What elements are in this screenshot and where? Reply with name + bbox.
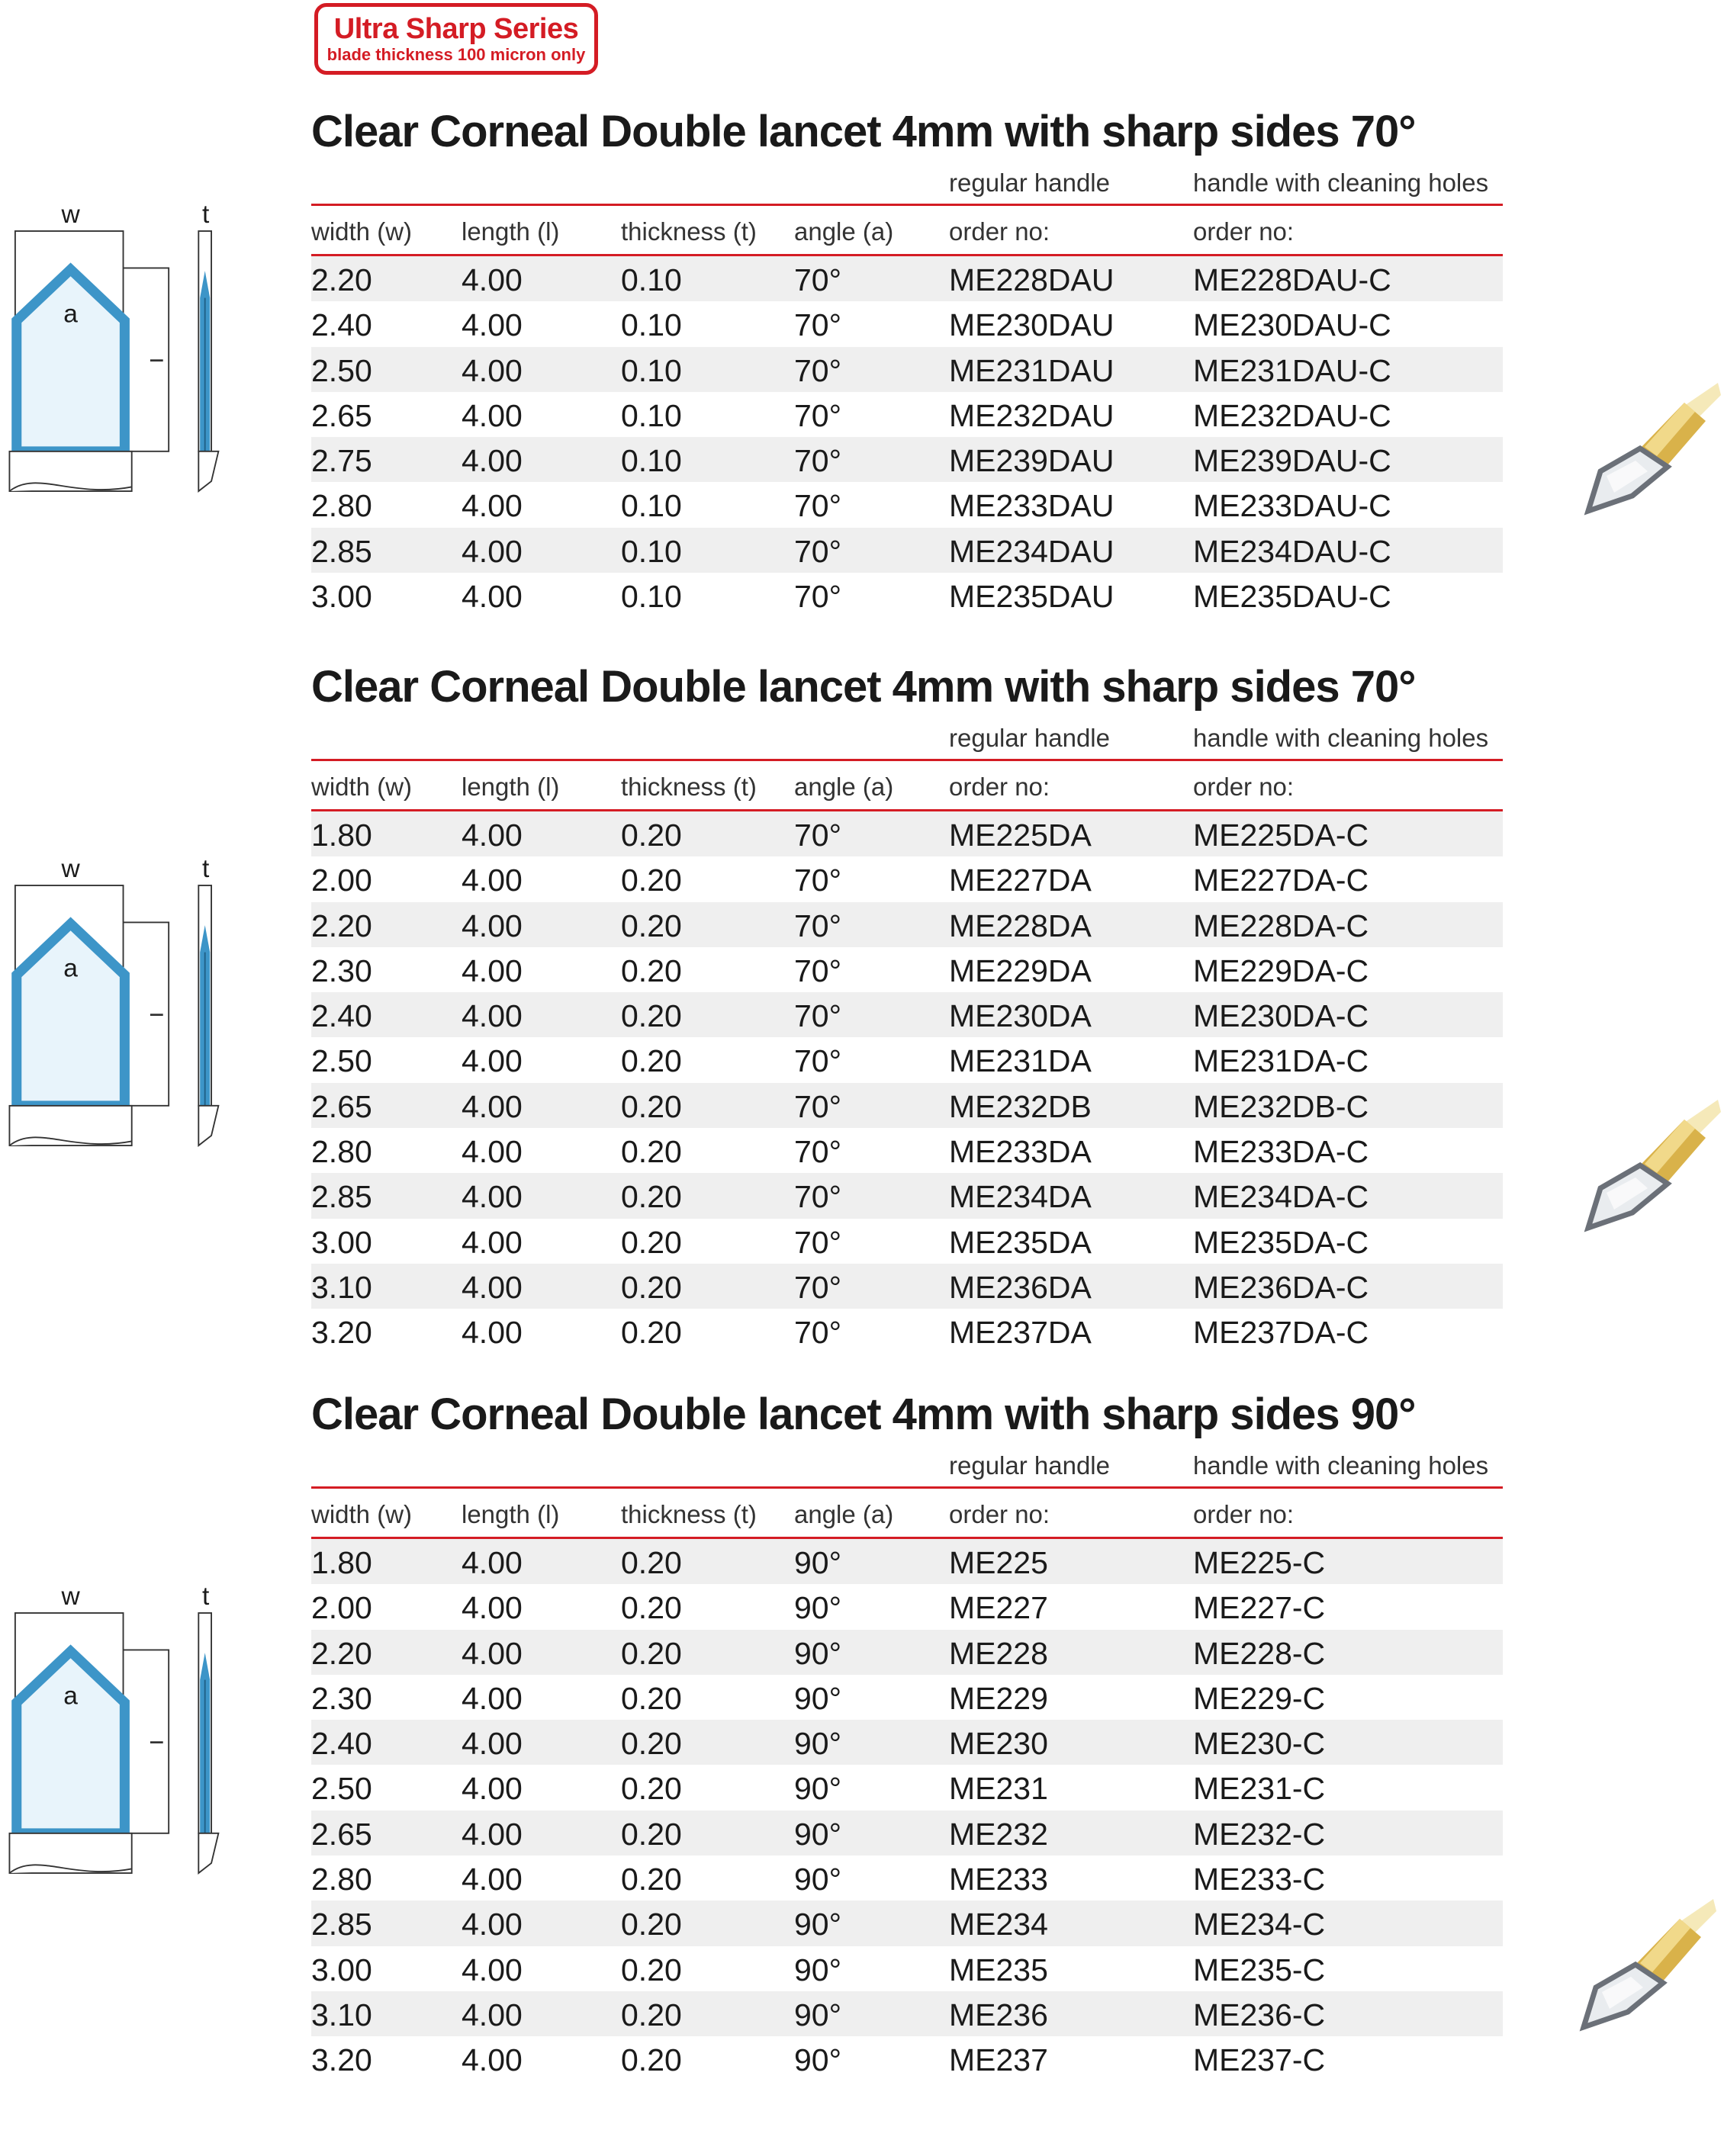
cell-order-cleaning: ME227DA-C <box>1193 863 1369 898</box>
cell-thickness: 0.20 <box>621 1726 682 1762</box>
cell-order-cleaning: ME236DA-C <box>1193 1269 1369 1305</box>
cell-order-regular: ME234 <box>949 1907 1048 1942</box>
cell-order-cleaning: ME231DA-C <box>1193 1043 1369 1079</box>
cell-order-cleaning: ME228DA-C <box>1193 908 1369 943</box>
cell-angle: 70° <box>794 1315 842 1351</box>
section-title: Clear Corneal Double lancet 4mm with sharp sides 70° <box>311 107 1416 156</box>
cell-order-cleaning: ME225-C <box>1193 1545 1326 1580</box>
table-body <box>311 256 1503 618</box>
cell-order-cleaning: ME232DAU-C <box>1193 397 1391 433</box>
cell-order-cleaning: ME229-C <box>1193 1680 1326 1716</box>
cell-length: 4.00 <box>462 443 523 479</box>
cell-angle: 90° <box>794 1907 842 1942</box>
cell-angle: 70° <box>794 863 842 898</box>
cleaning-handle-label: handle with cleaning holes <box>1193 1451 1489 1480</box>
table-row <box>311 392 1503 437</box>
cell-order-cleaning: ME236-C <box>1193 1997 1326 2032</box>
table-row <box>311 1173 1503 1218</box>
cell-angle: 90° <box>794 2042 842 2078</box>
cell-thickness: 0.10 <box>621 533 682 569</box>
lancet-image-3 <box>1579 1897 1716 2035</box>
cell-order-regular: ME237DA <box>949 1315 1092 1351</box>
table-row <box>311 573 1503 618</box>
cell-angle: 70° <box>794 998 842 1034</box>
section-title: Clear Corneal Double lancet 4mm with sharp sides 90° <box>311 1390 1416 1439</box>
cell-order-cleaning: ME235DA-C <box>1193 1224 1369 1260</box>
cell-angle: 90° <box>794 1680 842 1716</box>
cell-order-regular: ME231DA <box>949 1043 1092 1079</box>
table-row <box>311 437 1503 482</box>
cell-order-regular: ME233 <box>949 1862 1048 1897</box>
cell-width: 1.80 <box>311 818 372 853</box>
table-body <box>311 811 1503 1354</box>
cell-order-cleaning: ME235DAU-C <box>1193 579 1391 615</box>
cell-order-regular: ME231 <box>949 1771 1048 1807</box>
table-row <box>311 482 1503 527</box>
cell-width: 2.40 <box>311 998 372 1034</box>
cell-length: 4.00 <box>462 262 523 297</box>
cell-width: 2.30 <box>311 1680 372 1716</box>
cell-length: 4.00 <box>462 1179 523 1215</box>
cell-length: 4.00 <box>462 1043 523 1079</box>
cell-order-cleaning: ME233DA-C <box>1193 1134 1369 1170</box>
table-row <box>311 1811 1503 1856</box>
cell-order-cleaning: ME237-C <box>1193 2042 1326 2078</box>
cell-order-cleaning: ME225DA-C <box>1193 818 1369 853</box>
cell-thickness: 0.20 <box>621 818 682 853</box>
cell-angle: 70° <box>794 1269 842 1305</box>
table-row <box>311 1219 1503 1264</box>
cell-length: 4.00 <box>462 863 523 898</box>
header-order-cleaning: order no: <box>1193 773 1295 801</box>
cell-angle: 70° <box>794 1043 842 1079</box>
cell-angle: 70° <box>794 953 842 988</box>
cell-length: 4.00 <box>462 818 523 853</box>
table-row <box>311 2036 1503 2081</box>
cleaning-handle-label: handle with cleaning holes <box>1193 169 1489 197</box>
cell-order-regular: ME232DB <box>949 1088 1092 1124</box>
cell-angle: 90° <box>794 1771 842 1807</box>
regular-handle-label: regular handle <box>949 169 1110 197</box>
badge-subtitle: blade thickness 100 micron only <box>326 45 586 64</box>
handle-type-header <box>311 157 1503 206</box>
header-thickness: thickness (t) <box>621 1500 757 1528</box>
cell-length: 4.00 <box>462 1269 523 1305</box>
cell-thickness: 0.20 <box>621 1771 682 1807</box>
table-row <box>311 992 1503 1037</box>
cell-order-cleaning: ME231-C <box>1193 1771 1326 1807</box>
header-width: width (w) <box>311 773 413 801</box>
cell-length: 4.00 <box>462 1088 523 1124</box>
table-row <box>311 1630 1503 1675</box>
cell-angle: 70° <box>794 579 842 615</box>
cell-order-regular: ME225DA <box>949 818 1092 853</box>
table-row <box>311 1675 1503 1720</box>
cell-thickness: 0.10 <box>621 443 682 479</box>
table-row <box>311 1264 1503 1309</box>
blade-dimension-diagram <box>9 855 218 1145</box>
cell-order-cleaning: ME233-C <box>1193 1862 1326 1897</box>
cell-order-regular: ME228DAU <box>949 262 1114 297</box>
cell-thickness: 0.20 <box>621 1907 682 1942</box>
cleaning-handle-label: handle with cleaning holes <box>1193 724 1489 752</box>
regular-handle-label: regular handle <box>949 1451 1110 1480</box>
table-row <box>311 1539 1503 1584</box>
cell-angle: 70° <box>794 397 842 433</box>
cell-length: 4.00 <box>462 533 523 569</box>
header-thickness: thickness (t) <box>621 773 757 801</box>
cell-width: 3.20 <box>311 1315 372 1351</box>
cell-length: 4.00 <box>462 1635 523 1671</box>
product-section-2 <box>311 662 1503 1354</box>
cell-order-cleaning: ME232DB-C <box>1193 1088 1369 1124</box>
cell-order-regular: ME233DA <box>949 1134 1092 1170</box>
header-order-regular: order no: <box>949 773 1050 801</box>
cell-thickness: 0.20 <box>621 1590 682 1626</box>
cell-width: 2.65 <box>311 1816 372 1852</box>
table-row <box>311 256 1503 301</box>
cell-order-cleaning: ME234DAU-C <box>1193 533 1391 569</box>
lancet-knife-icon <box>1588 1100 1721 1228</box>
cell-order-regular: ME228DA <box>949 908 1092 943</box>
thickness-label: t <box>201 854 210 883</box>
cell-order-cleaning: ME230DAU-C <box>1193 307 1391 343</box>
cell-order-cleaning: ME227-C <box>1193 1590 1326 1626</box>
cell-width: 2.50 <box>311 1771 372 1807</box>
width-label: w <box>61 200 80 229</box>
cell-thickness: 0.20 <box>621 1315 682 1351</box>
cell-width: 3.00 <box>311 1224 372 1260</box>
cell-width: 3.10 <box>311 1997 372 2032</box>
cell-angle: 70° <box>794 1134 842 1170</box>
cell-thickness: 0.20 <box>621 863 682 898</box>
badge-title: Ultra Sharp Series <box>333 13 579 45</box>
cell-length: 4.00 <box>462 579 523 615</box>
angle-label: a <box>63 1682 78 1711</box>
cell-angle: 70° <box>794 262 842 297</box>
cell-angle: 70° <box>794 818 842 853</box>
cell-length: 4.00 <box>462 1545 523 1580</box>
table-row <box>311 1946 1503 1991</box>
regular-handle-label: regular handle <box>949 724 1110 752</box>
handle-type-header <box>311 1440 1503 1489</box>
blade-diagram-3 <box>0 1582 236 1894</box>
cell-thickness: 0.10 <box>621 397 682 433</box>
cell-order-cleaning: ME233DAU-C <box>1193 488 1391 524</box>
cell-angle: 70° <box>794 488 842 524</box>
cell-order-regular: ME230DA <box>949 998 1092 1034</box>
cell-order-regular: ME230DAU <box>949 307 1114 343</box>
cell-order-cleaning: ME230DA-C <box>1193 998 1369 1034</box>
table-row <box>311 1856 1503 1901</box>
cell-angle: 90° <box>794 1545 842 1580</box>
cell-width: 1.80 <box>311 1545 372 1580</box>
cell-thickness: 0.20 <box>621 1635 682 1671</box>
cell-length: 4.00 <box>462 1952 523 1987</box>
cell-order-regular: ME225 <box>949 1545 1048 1580</box>
cell-thickness: 0.20 <box>621 1043 682 1079</box>
header-length: length (l) <box>462 217 560 246</box>
cell-order-regular: ME229 <box>949 1680 1048 1716</box>
cell-order-cleaning: ME228-C <box>1193 1635 1326 1671</box>
cell-angle: 90° <box>794 1862 842 1897</box>
cell-thickness: 0.20 <box>621 998 682 1034</box>
cell-order-cleaning: ME232-C <box>1193 1816 1326 1852</box>
table-row <box>311 347 1503 392</box>
cell-width: 2.80 <box>311 1134 372 1170</box>
cell-thickness: 0.10 <box>621 579 682 615</box>
cell-width: 2.00 <box>311 863 372 898</box>
cell-thickness: 0.20 <box>621 1816 682 1852</box>
cell-angle: 70° <box>794 533 842 569</box>
cell-width: 2.85 <box>311 1907 372 1942</box>
ultra-sharp-badge <box>314 3 598 75</box>
cell-length: 4.00 <box>462 1816 523 1852</box>
cell-order-regular: ME227DA <box>949 863 1092 898</box>
cell-thickness: 0.20 <box>621 1269 682 1305</box>
cell-length: 4.00 <box>462 998 523 1034</box>
cell-width: 2.80 <box>311 488 372 524</box>
cell-length: 4.00 <box>462 1997 523 2032</box>
cell-length: 4.00 <box>462 953 523 988</box>
cell-length: 4.00 <box>462 1680 523 1716</box>
cell-order-regular: ME235DAU <box>949 579 1114 615</box>
section-title: Clear Corneal Double lancet 4mm with sharp sides 70° <box>311 662 1416 712</box>
cell-length: 4.00 <box>462 1907 523 1942</box>
lancet-image-1 <box>1584 381 1721 519</box>
table-row <box>311 1128 1503 1173</box>
cell-thickness: 0.20 <box>621 1134 682 1170</box>
lancet-knife-icon <box>1584 1899 1716 2027</box>
cell-width: 3.20 <box>311 2042 372 2078</box>
cell-order-cleaning: ME230-C <box>1193 1726 1326 1762</box>
cell-angle: 70° <box>794 908 842 943</box>
table-row <box>311 1584 1503 1629</box>
cell-width: 2.00 <box>311 1590 372 1626</box>
cell-thickness: 0.20 <box>621 1680 682 1716</box>
cell-width: 2.40 <box>311 307 372 343</box>
cell-angle: 70° <box>794 1088 842 1124</box>
cell-angle: 70° <box>794 307 842 343</box>
column-header-row <box>311 1489 1503 1539</box>
cell-order-regular: ME237 <box>949 2042 1048 2078</box>
cell-angle: 90° <box>794 1997 842 2032</box>
cell-width: 2.20 <box>311 1635 372 1671</box>
cell-order-regular: ME232DAU <box>949 397 1114 433</box>
cell-thickness: 0.20 <box>621 1088 682 1124</box>
header-order-regular: order no: <box>949 217 1050 246</box>
header-length: length (l) <box>462 1500 560 1528</box>
cell-angle: 70° <box>794 443 842 479</box>
cell-thickness: 0.20 <box>621 1545 682 1580</box>
cell-width: 3.00 <box>311 1952 372 1987</box>
cell-thickness: 0.10 <box>621 262 682 297</box>
cell-angle: 90° <box>794 1590 842 1626</box>
cell-width: 2.65 <box>311 397 372 433</box>
cell-width: 2.30 <box>311 953 372 988</box>
cell-angle: 70° <box>794 352 842 388</box>
thickness-label: t <box>201 200 210 229</box>
cell-thickness: 0.10 <box>621 352 682 388</box>
cell-order-regular: ME239DAU <box>949 443 1114 479</box>
lancet-knife-icon <box>1588 383 1721 511</box>
cell-order-regular: ME235DA <box>949 1224 1092 1260</box>
cell-order-regular: ME233DAU <box>949 488 1114 524</box>
table-row <box>311 1309 1503 1354</box>
table-row <box>311 1037 1503 1082</box>
cell-width: 2.40 <box>311 1726 372 1762</box>
blade-diagram-1 <box>0 200 236 512</box>
cell-thickness: 0.20 <box>621 1862 682 1897</box>
cell-width: 2.50 <box>311 1043 372 1079</box>
cell-order-cleaning: ME234DA-C <box>1193 1179 1369 1215</box>
cell-width: 3.00 <box>311 579 372 615</box>
header-thickness: thickness (t) <box>621 217 757 246</box>
table-row <box>311 301 1503 346</box>
header-order-cleaning: order no: <box>1193 217 1295 246</box>
cell-order-regular: ME235 <box>949 1952 1048 1987</box>
cell-width: 3.10 <box>311 1269 372 1305</box>
width-label: w <box>61 1582 80 1611</box>
cell-order-cleaning: ME235-C <box>1193 1952 1326 1987</box>
table-row <box>311 1765 1503 1810</box>
table-body <box>311 1539 1503 2082</box>
header-order-regular: order no: <box>949 1500 1050 1528</box>
cell-length: 4.00 <box>462 1771 523 1807</box>
cell-order-regular: ME230 <box>949 1726 1048 1762</box>
cell-length: 4.00 <box>462 1134 523 1170</box>
header-length: length (l) <box>462 773 560 801</box>
column-header-row <box>311 206 1503 256</box>
cell-width: 2.20 <box>311 908 372 943</box>
header-width: width (w) <box>311 1500 413 1528</box>
blade-dimension-diagram <box>9 201 218 491</box>
table-row <box>311 1991 1503 2036</box>
product-section-1 <box>311 107 1503 618</box>
cell-angle: 70° <box>794 1179 842 1215</box>
header-angle: angle (a) <box>794 217 894 246</box>
cell-thickness: 0.20 <box>621 1997 682 2032</box>
cell-order-regular: ME234DA <box>949 1179 1092 1215</box>
cell-thickness: 0.20 <box>621 1179 682 1215</box>
table-row <box>311 811 1503 856</box>
cell-width: 2.80 <box>311 1862 372 1897</box>
cell-width: 2.85 <box>311 1179 372 1215</box>
table-row <box>311 528 1503 573</box>
cell-angle: 70° <box>794 1224 842 1260</box>
cell-order-regular: ME236DA <box>949 1269 1092 1305</box>
cell-thickness: 0.20 <box>621 2042 682 2078</box>
cell-order-cleaning: ME237DA-C <box>1193 1315 1369 1351</box>
cell-angle: 90° <box>794 1952 842 1987</box>
cell-thickness: 0.20 <box>621 1952 682 1987</box>
table-row <box>311 856 1503 901</box>
table-row <box>311 902 1503 947</box>
cell-length: 4.00 <box>462 2042 523 2078</box>
cell-length: 4.00 <box>462 1315 523 1351</box>
thickness-label: t <box>201 1582 210 1611</box>
blade-diagram-2 <box>0 854 236 1167</box>
cell-order-regular: ME228 <box>949 1635 1048 1671</box>
cell-length: 4.00 <box>462 1224 523 1260</box>
lancet-image-2 <box>1584 1098 1721 1235</box>
cell-length: 4.00 <box>462 352 523 388</box>
cell-thickness: 0.10 <box>621 488 682 524</box>
blade-dimension-diagram <box>9 1582 218 1873</box>
cell-order-cleaning: ME231DAU-C <box>1193 352 1391 388</box>
cell-order-cleaning: ME239DAU-C <box>1193 443 1391 479</box>
cell-length: 4.00 <box>462 397 523 433</box>
cell-width: 2.50 <box>311 352 372 388</box>
cell-order-regular: ME236 <box>949 1997 1048 2032</box>
cell-length: 4.00 <box>462 1862 523 1897</box>
cell-order-regular: ME231DAU <box>949 352 1114 388</box>
cell-length: 4.00 <box>462 1590 523 1626</box>
cell-angle: 90° <box>794 1726 842 1762</box>
cell-thickness: 0.10 <box>621 307 682 343</box>
handle-type-header <box>311 712 1503 761</box>
cell-width: 2.20 <box>311 262 372 297</box>
angle-label: a <box>63 300 78 329</box>
cell-angle: 90° <box>794 1635 842 1671</box>
table-row <box>311 1083 1503 1128</box>
table-row <box>311 1901 1503 1946</box>
cell-order-cleaning: ME234-C <box>1193 1907 1326 1942</box>
cell-thickness: 0.20 <box>621 1224 682 1260</box>
cell-order-regular: ME229DA <box>949 953 1092 988</box>
cell-order-regular: ME227 <box>949 1590 1048 1626</box>
cell-length: 4.00 <box>462 307 523 343</box>
product-section-3 <box>311 1390 1503 2082</box>
cell-angle: 90° <box>794 1816 842 1852</box>
cell-length: 4.00 <box>462 1726 523 1762</box>
header-angle: angle (a) <box>794 773 894 801</box>
cell-width: 2.75 <box>311 443 372 479</box>
cell-order-cleaning: ME228DAU-C <box>1193 262 1391 297</box>
table-row <box>311 1720 1503 1765</box>
header-angle: angle (a) <box>794 1500 894 1528</box>
cell-order-cleaning: ME229DA-C <box>1193 953 1369 988</box>
cell-width: 2.65 <box>311 1088 372 1124</box>
cell-length: 4.00 <box>462 908 523 943</box>
cell-thickness: 0.20 <box>621 953 682 988</box>
width-label: w <box>61 854 80 883</box>
cell-order-regular: ME232 <box>949 1816 1048 1852</box>
cell-order-regular: ME234DAU <box>949 533 1114 569</box>
cell-width: 2.85 <box>311 533 372 569</box>
angle-label: a <box>63 954 78 983</box>
table-row <box>311 947 1503 992</box>
column-header-row <box>311 761 1503 811</box>
cell-thickness: 0.20 <box>621 908 682 943</box>
cell-length: 4.00 <box>462 488 523 524</box>
header-order-cleaning: order no: <box>1193 1500 1295 1528</box>
header-width: width (w) <box>311 217 413 246</box>
